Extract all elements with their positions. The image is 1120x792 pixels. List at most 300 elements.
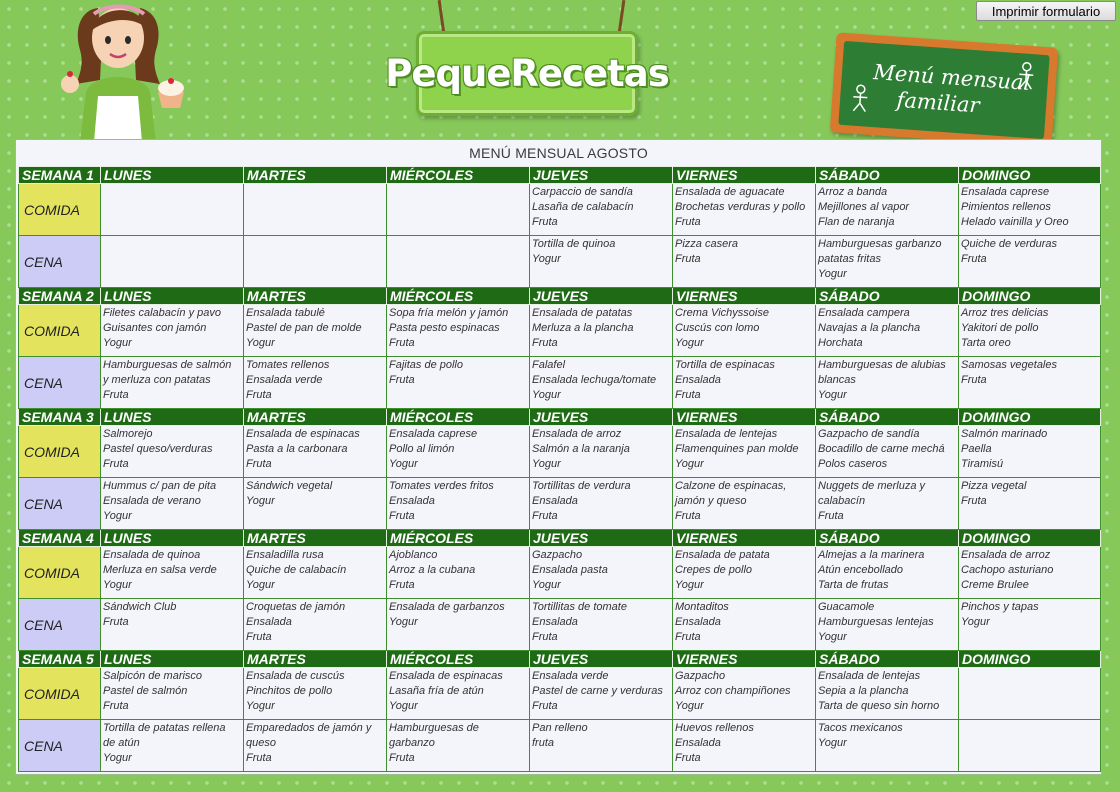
menu-cell[interactable] bbox=[244, 305, 387, 357]
dish-item: Montaditos bbox=[675, 601, 729, 613]
dish-item: Ensalada de arroz bbox=[532, 428, 622, 440]
day-header: DOMINGO bbox=[959, 167, 1101, 184]
logo-hanging-rope-right bbox=[618, 0, 626, 34]
dish-item: Fruta bbox=[961, 495, 987, 507]
dish-item: Almejas a la marinera bbox=[818, 549, 925, 561]
dish-item: Arroz a la cubana bbox=[389, 564, 476, 576]
dish-item: Fruta bbox=[103, 458, 129, 470]
dish-item: Hamburguesas lentejas bbox=[818, 616, 934, 628]
dish-item: Yogur bbox=[675, 579, 704, 591]
dish-item: Flan de naranja bbox=[818, 216, 895, 228]
dish-item: Sepia a la plancha bbox=[818, 685, 909, 697]
logo-hanging-rope-left bbox=[438, 0, 446, 34]
dish-item: Yogur bbox=[818, 268, 847, 280]
menu-panel bbox=[15, 139, 1102, 775]
dish-item: Tortillitas de tomate bbox=[532, 601, 627, 613]
dish-item: Fruta bbox=[532, 337, 558, 349]
dish-item: Pinchos y tapas bbox=[961, 601, 1039, 613]
dish-item: Tortillitas de verdura bbox=[532, 480, 631, 492]
dish-item: Creme Brulee bbox=[961, 579, 1029, 591]
week-header-row bbox=[19, 288, 1101, 305]
day-header: JUEVES bbox=[530, 530, 673, 547]
menu-cell[interactable] bbox=[244, 426, 387, 478]
dish-item: Ensalada de patata bbox=[675, 549, 770, 561]
dish-item: Ensalada lechuga/tomate bbox=[532, 374, 657, 386]
menu-cell[interactable] bbox=[101, 357, 244, 409]
dish-item: Fruta bbox=[389, 374, 415, 386]
menu-cell[interactable] bbox=[816, 236, 959, 288]
cena-label: CENA bbox=[19, 357, 101, 409]
dish-item: Paella bbox=[961, 443, 992, 455]
menu-cell[interactable] bbox=[530, 599, 673, 651]
cena-row bbox=[19, 599, 1101, 651]
dish-item: Fruta bbox=[675, 253, 701, 265]
dish-item: Yogur bbox=[389, 458, 418, 470]
dish-item: Tiramisú bbox=[961, 458, 1004, 470]
day-header: MARTES bbox=[244, 409, 387, 426]
cena-label: CENA bbox=[19, 599, 101, 651]
dish-item: Cachopo asturiano bbox=[961, 564, 1054, 576]
menu-cell[interactable] bbox=[959, 547, 1101, 599]
dish-item: Fruta bbox=[103, 389, 129, 401]
dish-item: Tarta de queso sin horno bbox=[818, 700, 940, 712]
dish-item: Yogur bbox=[103, 752, 132, 764]
menu-cell[interactable] bbox=[387, 720, 530, 772]
dish-item: Fruta bbox=[103, 616, 129, 628]
dish-item: Ensalada de lentejas bbox=[818, 670, 921, 682]
dish-item: Ajoblanco bbox=[389, 549, 438, 561]
day-header: LUNES bbox=[101, 409, 244, 426]
dish-item: Fruta bbox=[532, 216, 558, 228]
menu-cell[interactable] bbox=[673, 547, 816, 599]
dish-item: Polos caseros bbox=[818, 458, 888, 470]
week-label: SEMANA 5 bbox=[19, 651, 101, 668]
menu-cell[interactable] bbox=[387, 547, 530, 599]
dish-item: Brochetas verduras y pollo bbox=[675, 201, 806, 213]
day-header: MARTES bbox=[244, 651, 387, 668]
dish-item: Ensalada campera bbox=[818, 307, 910, 319]
dish-item: Fruta bbox=[818, 510, 844, 522]
dish-item: Ensalada bbox=[532, 495, 578, 507]
dish-item: Ensalada de quinoa bbox=[103, 549, 201, 561]
dish-item: Ensalada bbox=[389, 495, 435, 507]
dish-item: Pimientos rellenos bbox=[961, 201, 1051, 213]
dish-item: Yogur bbox=[246, 700, 275, 712]
day-header: MARTES bbox=[244, 288, 387, 305]
dish-item: queso bbox=[246, 737, 276, 749]
dish-item: patatas fritas bbox=[818, 253, 881, 265]
dish-item: Atún encebollado bbox=[818, 564, 904, 576]
week-header-row bbox=[19, 409, 1101, 426]
menu-cell[interactable] bbox=[244, 599, 387, 651]
dish-item: Lasaña de calabacín bbox=[532, 201, 634, 213]
dish-item: Tortilla de espinacas bbox=[675, 359, 775, 371]
dish-item: Tacos mexicanos bbox=[818, 722, 903, 734]
menu-cell[interactable] bbox=[101, 305, 244, 357]
dish-item: Ensalada de espinacas bbox=[246, 428, 360, 440]
dish-item: Yogur bbox=[532, 253, 561, 265]
menu-cell[interactable] bbox=[101, 236, 244, 288]
dish-item: Yogur bbox=[532, 458, 561, 470]
day-header: MIÉRCOLES bbox=[387, 530, 530, 547]
menu-cell[interactable] bbox=[244, 357, 387, 409]
dish-item: Fruta bbox=[961, 374, 987, 386]
day-header: SÁBADO bbox=[816, 651, 959, 668]
menu-cell[interactable] bbox=[101, 547, 244, 599]
week-label: SEMANA 3 bbox=[19, 409, 101, 426]
dish-item: Ensalada bbox=[675, 616, 721, 628]
dish-item: Gazpacho bbox=[675, 670, 726, 682]
day-header: LUNES bbox=[101, 530, 244, 547]
cena-row bbox=[19, 720, 1101, 772]
menu-cell[interactable] bbox=[387, 426, 530, 478]
dish-item: Arroz a banda bbox=[818, 186, 888, 198]
menu-cell[interactable] bbox=[244, 236, 387, 288]
menu-cell[interactable] bbox=[387, 236, 530, 288]
cena-label: CENA bbox=[19, 478, 101, 530]
comida-row bbox=[19, 668, 1101, 720]
dish-item: Salmón marinado bbox=[961, 428, 1048, 440]
menu-cell[interactable] bbox=[673, 236, 816, 288]
dish-item: Samosas vegetales bbox=[961, 359, 1057, 371]
menu-cell[interactable] bbox=[244, 478, 387, 530]
day-header: LUNES bbox=[101, 288, 244, 305]
day-header: VIERNES bbox=[673, 167, 816, 184]
dish-item: Pizza casera bbox=[675, 238, 738, 250]
day-header: VIERNES bbox=[673, 288, 816, 305]
dish-item: Yakitori de pollo bbox=[961, 322, 1039, 334]
menu-cell[interactable] bbox=[816, 547, 959, 599]
dish-item: Gazpacho de sandía bbox=[818, 428, 920, 440]
day-header: SÁBADO bbox=[816, 167, 959, 184]
menu-cell[interactable] bbox=[530, 305, 673, 357]
dish-item: Fruta bbox=[389, 579, 415, 591]
comida-row bbox=[19, 547, 1101, 599]
dish-item: Yogur bbox=[675, 458, 704, 470]
week-header-row bbox=[19, 651, 1101, 668]
dish-item: Yogur bbox=[389, 616, 418, 628]
dish-item: Quiche de verduras bbox=[961, 238, 1057, 250]
dish-item: y merluza con patatas bbox=[103, 374, 211, 386]
day-header: JUEVES bbox=[530, 409, 673, 426]
day-header: SÁBADO bbox=[816, 530, 959, 547]
dish-item: Ensaladilla rusa bbox=[246, 549, 324, 561]
day-header: MIÉRCOLES bbox=[387, 409, 530, 426]
day-header: LUNES bbox=[101, 167, 244, 184]
dish-item: Ensalada verde bbox=[246, 374, 323, 386]
dish-item: Tarta de frutas bbox=[818, 579, 889, 591]
comida-label: COMIDA bbox=[19, 305, 101, 357]
menu-cell[interactable] bbox=[530, 426, 673, 478]
dish-item: Mejillones al vapor bbox=[818, 201, 910, 213]
menu-cell[interactable] bbox=[959, 426, 1101, 478]
day-header: VIERNES bbox=[673, 409, 816, 426]
menu-cell[interactable] bbox=[244, 547, 387, 599]
menu-cell[interactable] bbox=[244, 668, 387, 720]
dish-item: Ensalada de lentejas bbox=[675, 428, 778, 440]
chalkboard-line-2: familiar bbox=[895, 87, 981, 118]
dish-item: Ensalada bbox=[675, 737, 721, 749]
dish-item: Merluza en salsa verde bbox=[103, 564, 217, 576]
menu-cell[interactable] bbox=[673, 426, 816, 478]
dish-item: Yogur bbox=[675, 700, 704, 712]
dish-item: Sopa fría melón y jamón bbox=[389, 307, 509, 319]
dish-item: Tortilla de patatas rellena bbox=[103, 722, 226, 734]
menu-cell[interactable] bbox=[530, 478, 673, 530]
chalkboard-surface bbox=[838, 41, 1049, 139]
dish-item: Fruta bbox=[389, 337, 415, 349]
menu-cell[interactable] bbox=[244, 184, 387, 236]
menu-cell[interactable] bbox=[530, 236, 673, 288]
menu-cell[interactable] bbox=[387, 668, 530, 720]
dish-item: Crema Vichyssoise bbox=[675, 307, 769, 319]
dish-item: Yogur bbox=[532, 389, 561, 401]
dish-item: Ensalada pasta bbox=[532, 564, 608, 576]
dish-item: fruta bbox=[532, 737, 555, 749]
menu-cell[interactable] bbox=[530, 668, 673, 720]
dish-item: Pastel de salmón bbox=[103, 685, 188, 697]
dish-item: Nuggets de merluza y bbox=[818, 480, 925, 492]
dish-item: Yogur bbox=[675, 337, 704, 349]
day-header: DOMINGO bbox=[959, 288, 1101, 305]
dish-item: Fruta bbox=[246, 631, 272, 643]
dish-item: Yogur bbox=[103, 510, 132, 522]
day-header: DOMINGO bbox=[959, 409, 1101, 426]
menu-cell[interactable] bbox=[101, 599, 244, 651]
dish-item: Lasaña fría de atún bbox=[389, 685, 484, 697]
menu-cell[interactable] bbox=[530, 547, 673, 599]
dish-item: Calzone de espinacas, bbox=[675, 480, 787, 492]
dish-item: calabacín bbox=[818, 495, 866, 507]
dish-item: Yogur bbox=[389, 700, 418, 712]
day-header: MIÉRCOLES bbox=[387, 651, 530, 668]
stick-figure-icon bbox=[849, 84, 871, 113]
menu-cell[interactable] bbox=[816, 599, 959, 651]
dish-item: Hummus c/ pan de pita bbox=[103, 480, 217, 492]
cena-label: CENA bbox=[19, 236, 101, 288]
dish-item: Salmorejo bbox=[103, 428, 153, 440]
comida-row bbox=[19, 184, 1101, 236]
dish-item: Fruta bbox=[246, 458, 272, 470]
dish-item: Tomates verdes fritos bbox=[389, 480, 494, 492]
menu-cell[interactable] bbox=[816, 478, 959, 530]
comida-label: COMIDA bbox=[19, 668, 101, 720]
menu-cell[interactable] bbox=[959, 478, 1101, 530]
menu-cell[interactable] bbox=[673, 305, 816, 357]
day-header: MIÉRCOLES bbox=[387, 288, 530, 305]
day-header: VIERNES bbox=[673, 651, 816, 668]
dish-item: Flamenquines pan molde bbox=[675, 443, 799, 455]
comida-label: COMIDA bbox=[19, 547, 101, 599]
menu-cell[interactable] bbox=[101, 478, 244, 530]
day-header: JUEVES bbox=[530, 167, 673, 184]
menu-cell[interactable] bbox=[959, 357, 1101, 409]
menu-table bbox=[18, 166, 1101, 772]
dish-item: Falafel bbox=[532, 359, 566, 371]
dish-item: Hamburguesas de alubias bbox=[818, 359, 946, 371]
dish-item: Pasta a la carbonara bbox=[246, 443, 348, 455]
menu-cell[interactable] bbox=[387, 357, 530, 409]
menu-cell[interactable] bbox=[673, 599, 816, 651]
dish-item: Pastel de pan de molde bbox=[246, 322, 362, 334]
dish-item: Fruta bbox=[675, 510, 701, 522]
menu-cell[interactable] bbox=[101, 426, 244, 478]
dish-item: Cuscús con lomo bbox=[675, 322, 760, 334]
dish-item: Ensalada de espinacas bbox=[389, 670, 503, 682]
dish-item: Quiche de calabacín bbox=[246, 564, 347, 576]
dish-item: Ensalada de arroz bbox=[961, 549, 1051, 561]
menu-cell[interactable] bbox=[387, 305, 530, 357]
dish-item: Salmón a la naranja bbox=[532, 443, 630, 455]
dish-item: Yogur bbox=[818, 631, 847, 643]
dish-item: Croquetas de jamón bbox=[246, 601, 346, 613]
dish-item: Hamburguesas de bbox=[389, 722, 479, 734]
cena-row bbox=[19, 478, 1101, 530]
menu-cell[interactable] bbox=[387, 184, 530, 236]
dish-item: Emparedados de jamón y bbox=[246, 722, 372, 734]
dish-item: Helado vainilla y Oreo bbox=[961, 216, 1069, 228]
dish-item: Fruta bbox=[532, 631, 558, 643]
menu-cell[interactable] bbox=[816, 305, 959, 357]
week-header-row bbox=[19, 530, 1101, 547]
dish-item: Yogur bbox=[961, 616, 990, 628]
day-header: LUNES bbox=[101, 651, 244, 668]
logo-text: PequeRecetas bbox=[385, 52, 669, 95]
dish-item: Fruta bbox=[675, 631, 701, 643]
dish-item: Pastel queso/verduras bbox=[103, 443, 213, 455]
dish-item: jamón y queso bbox=[675, 495, 747, 507]
dish-item: Pastel de carne y verduras bbox=[532, 685, 663, 697]
dish-item: Yogur bbox=[246, 495, 275, 507]
dish-item: Bocadillo de carne mechá bbox=[818, 443, 945, 455]
dish-item: Hamburguesas garbanzo bbox=[818, 238, 942, 250]
dish-item: Fruta bbox=[246, 752, 272, 764]
dish-item: Fruta bbox=[675, 389, 701, 401]
dish-item: Ensalada de cuscús bbox=[246, 670, 345, 682]
dish-item: Fajitas de pollo bbox=[389, 359, 463, 371]
week-label: SEMANA 4 bbox=[19, 530, 101, 547]
dish-item: Fruta bbox=[389, 510, 415, 522]
dish-item: Fruta bbox=[675, 216, 701, 228]
comida-label: COMIDA bbox=[19, 184, 101, 236]
day-header: SÁBADO bbox=[816, 288, 959, 305]
dish-item: Pizza vegetal bbox=[961, 480, 1027, 492]
menu-cell[interactable] bbox=[387, 478, 530, 530]
dish-item: Sándwich vegetal bbox=[246, 480, 333, 492]
day-header: MIÉRCOLES bbox=[387, 167, 530, 184]
stick-figure-icon bbox=[1015, 61, 1037, 90]
print-form-button[interactable]: Imprimir formulario bbox=[976, 1, 1116, 21]
menu-cell[interactable] bbox=[101, 720, 244, 772]
menu-cell[interactable] bbox=[530, 720, 673, 772]
cena-row bbox=[19, 236, 1101, 288]
dish-item: Fruta bbox=[675, 752, 701, 764]
menu-cell[interactable] bbox=[530, 357, 673, 409]
menu-cell[interactable] bbox=[673, 478, 816, 530]
menu-cell[interactable] bbox=[673, 357, 816, 409]
dish-item: Filetes calabacín y pavo bbox=[103, 307, 222, 319]
menu-cell[interactable] bbox=[673, 668, 816, 720]
day-header: DOMINGO bbox=[959, 651, 1101, 668]
day-header: MARTES bbox=[244, 530, 387, 547]
chalkboard-line-1: Menú mensual bbox=[872, 60, 1032, 95]
dish-item: Ensalada de patatas bbox=[532, 307, 633, 319]
comida-label: COMIDA bbox=[19, 426, 101, 478]
menu-cell[interactable] bbox=[816, 184, 959, 236]
dish-item: Crepes de pollo bbox=[675, 564, 753, 576]
week-label: SEMANA 2 bbox=[19, 288, 101, 305]
week-header-row bbox=[19, 167, 1101, 184]
menu-cell[interactable] bbox=[959, 305, 1101, 357]
day-header: JUEVES bbox=[530, 288, 673, 305]
menu-cell[interactable] bbox=[959, 184, 1101, 236]
dish-item: Ensalada tabulé bbox=[246, 307, 325, 319]
dish-item: Carpaccio de sandía bbox=[532, 186, 633, 198]
menu-cell[interactable] bbox=[101, 668, 244, 720]
pequerecetas-logo bbox=[385, 31, 669, 116]
dish-item: Tarta oreo bbox=[961, 337, 1011, 349]
menu-cell[interactable] bbox=[673, 184, 816, 236]
day-header: DOMINGO bbox=[959, 530, 1101, 547]
menu-cell[interactable] bbox=[530, 184, 673, 236]
cena-row bbox=[19, 357, 1101, 409]
dish-item: Ensalada de garbanzos bbox=[389, 601, 505, 613]
menu-cell[interactable] bbox=[244, 720, 387, 772]
dish-item: Yogur bbox=[818, 737, 847, 749]
dish-item: Guisantes con jamón bbox=[103, 322, 207, 334]
dish-item: Ensalada bbox=[246, 616, 292, 628]
dish-item: Fruta bbox=[246, 389, 272, 401]
menu-cell[interactable] bbox=[387, 599, 530, 651]
dish-item: Fruta bbox=[532, 510, 558, 522]
dish-item: Ensalada de aguacate bbox=[675, 186, 785, 198]
menu-cell[interactable] bbox=[959, 720, 1101, 772]
dish-item: Yogur bbox=[246, 337, 275, 349]
menu-cell[interactable] bbox=[816, 720, 959, 772]
menu-cell[interactable] bbox=[101, 184, 244, 236]
menu-cell[interactable] bbox=[959, 599, 1101, 651]
dish-item: Fruta bbox=[532, 700, 558, 712]
cena-label: CENA bbox=[19, 720, 101, 772]
dish-item: Pan relleno bbox=[532, 722, 588, 734]
dish-item: Yogur bbox=[103, 337, 132, 349]
dish-item: garbanzo bbox=[389, 737, 435, 749]
dish-item: Navajas a la plancha bbox=[818, 322, 921, 334]
dish-item: Yogur bbox=[818, 389, 847, 401]
menu-cell[interactable] bbox=[816, 357, 959, 409]
menu-cell[interactable] bbox=[959, 668, 1101, 720]
comida-row bbox=[19, 305, 1101, 357]
dish-item: de atún bbox=[103, 737, 140, 749]
day-header: VIERNES bbox=[673, 530, 816, 547]
dish-item: Ensalada de verano bbox=[103, 495, 201, 507]
dish-item: Fruta bbox=[961, 253, 987, 265]
dish-item: Tomates rellenos bbox=[246, 359, 330, 371]
chalkboard-sign bbox=[830, 32, 1058, 147]
dish-item: Fruta bbox=[389, 752, 415, 764]
menu-cell[interactable] bbox=[673, 720, 816, 772]
dish-item: Arroz con champiñones bbox=[675, 685, 791, 697]
day-header: MARTES bbox=[244, 167, 387, 184]
dish-item: Pinchitos de pollo bbox=[246, 685, 333, 697]
menu-cell[interactable] bbox=[959, 236, 1101, 288]
dish-item: Ensalada bbox=[675, 374, 721, 386]
dish-item: Ensalada caprese bbox=[389, 428, 478, 440]
dish-item: Ensalada caprese bbox=[961, 186, 1050, 198]
menu-cell[interactable] bbox=[816, 668, 959, 720]
menu-cell[interactable] bbox=[816, 426, 959, 478]
dish-item: Gazpacho bbox=[532, 549, 583, 561]
